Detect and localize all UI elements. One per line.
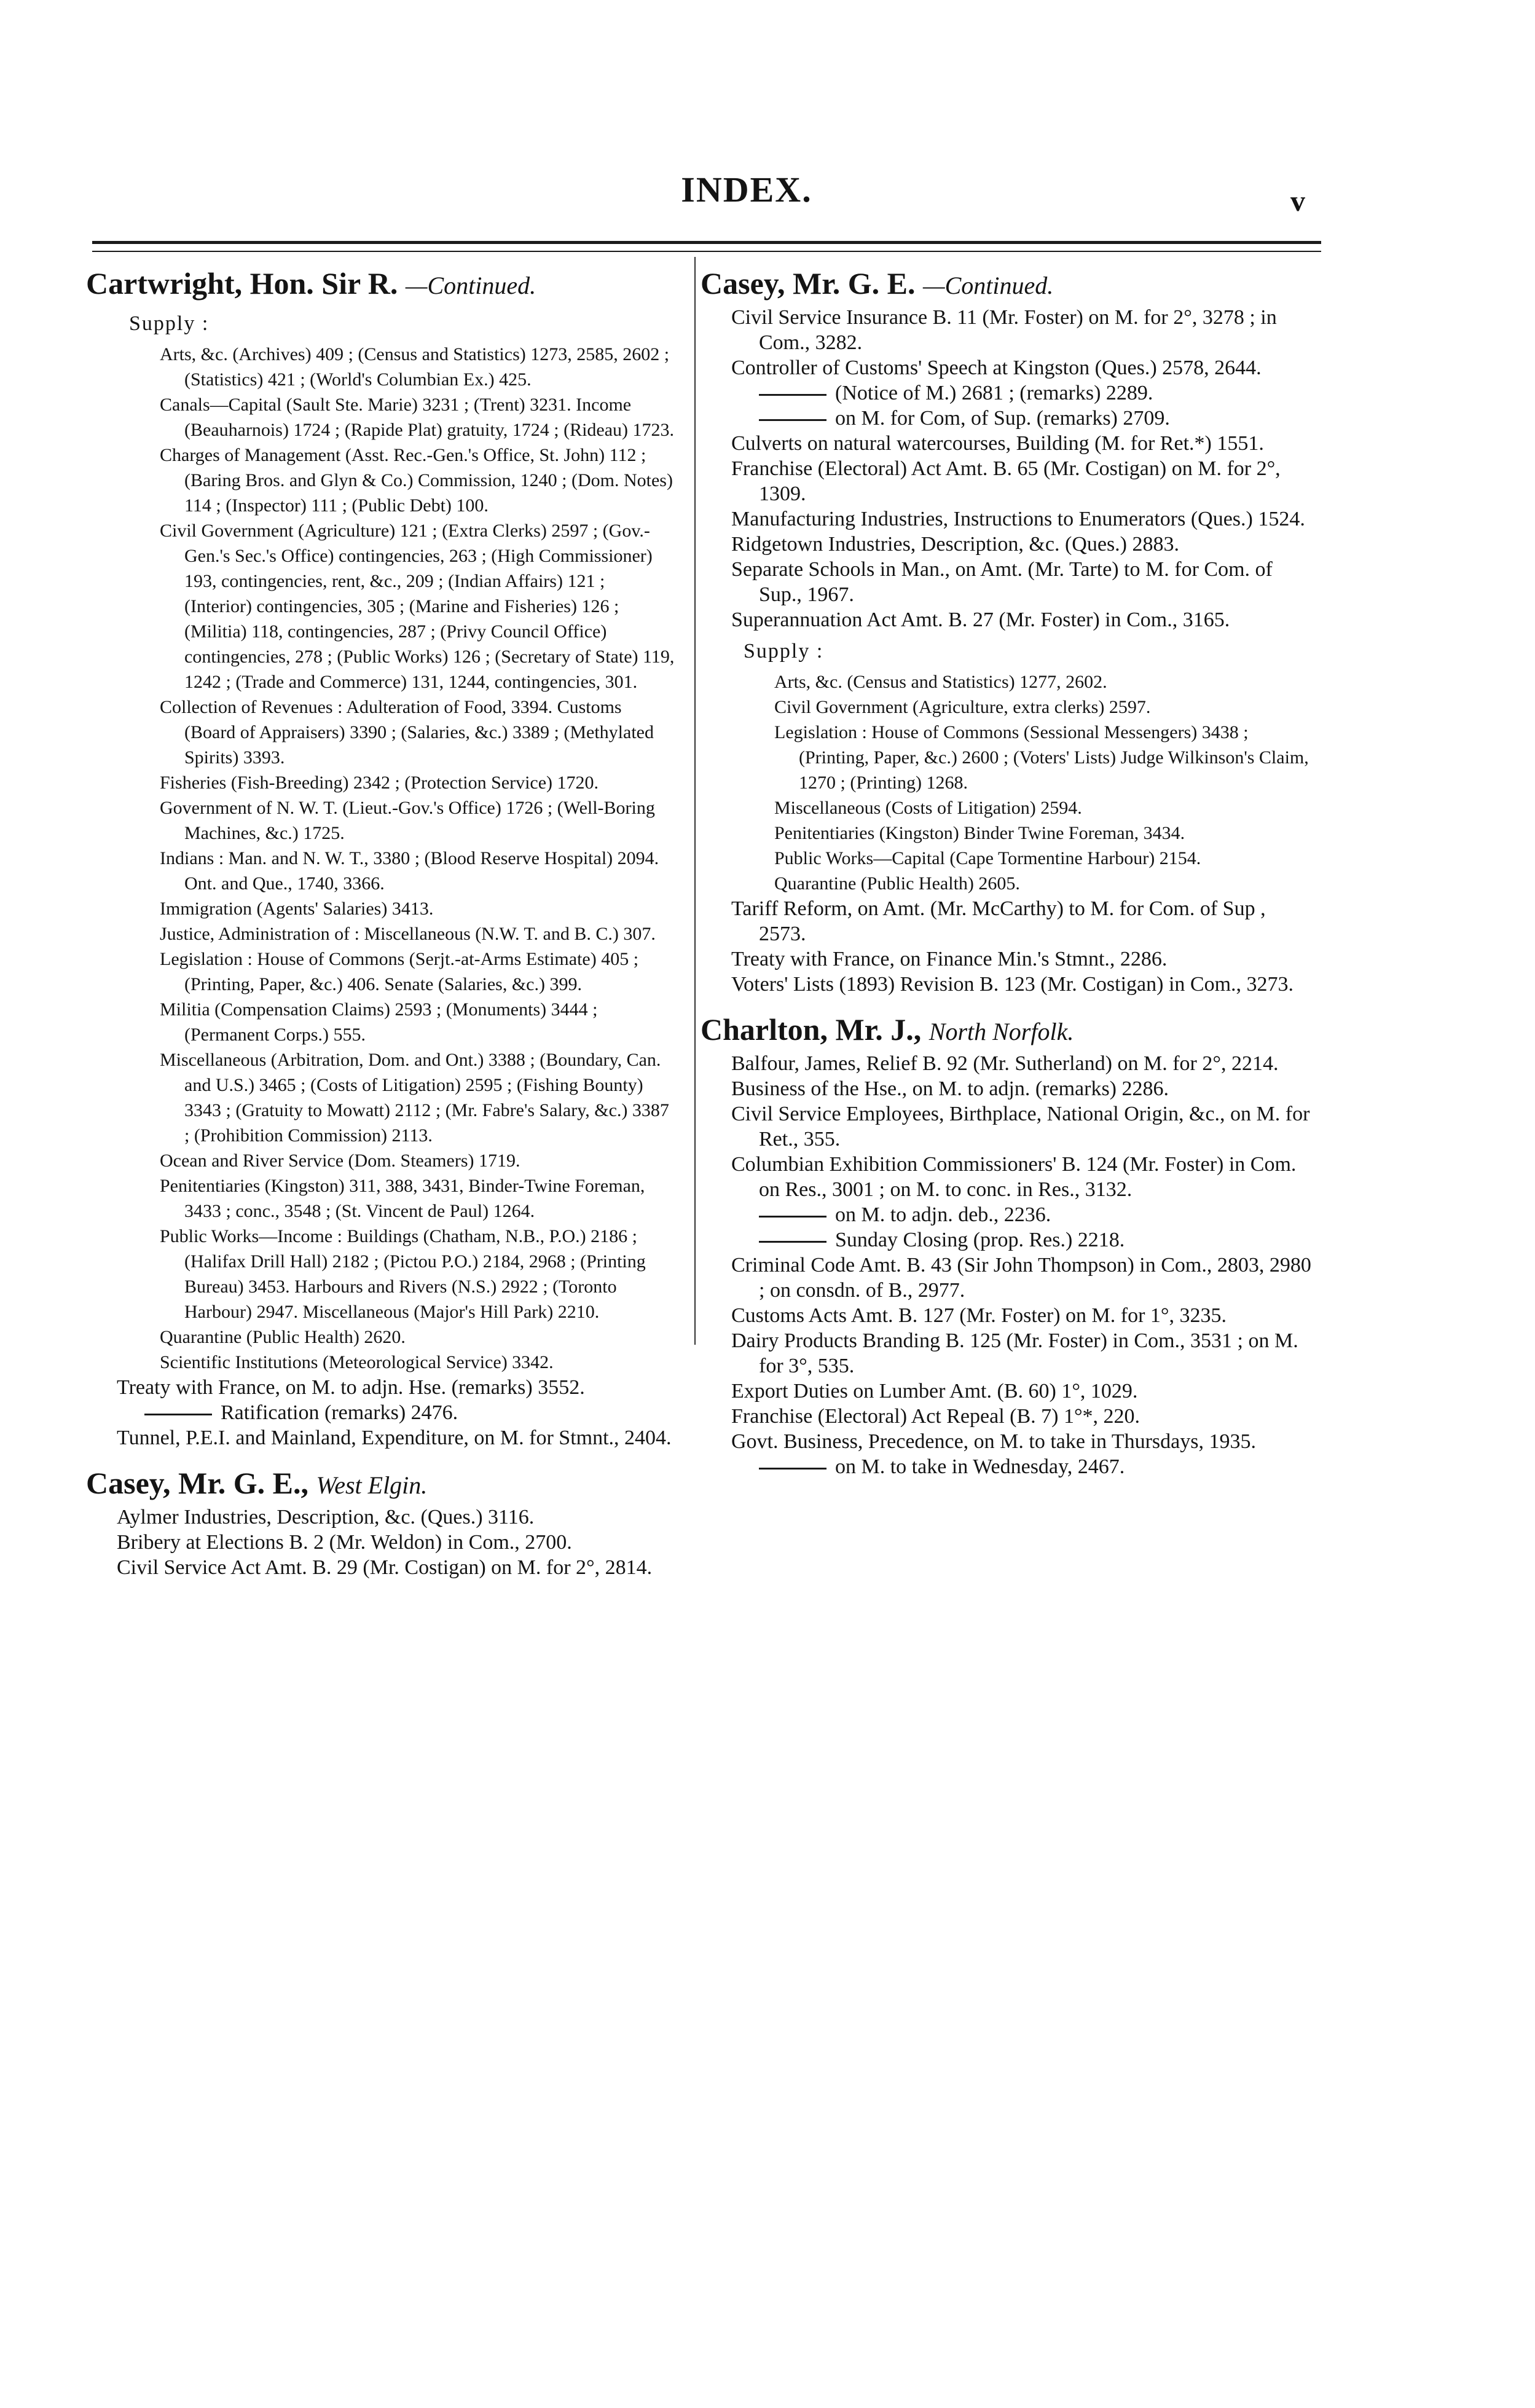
supply-item: Legislation : House of Commons (Serjt.-at-Arms Estimate) 405 ; (Printing, Paper, &c.) 406. Senate (Salaries, &c.) 399. [160,949,639,994]
index-entry: Civil Service Act Amt. B. 29 (Mr. Costigan) on M. for 2°, 2814. [117,1556,653,1579]
supply-subheading: Supply : [744,640,824,663]
index-continuation-entry [707,1454,1315,1479]
index-entry: Ridgetown Industries, Description, &c. (Ques.) 2883. [731,533,1179,556]
index-entry: Columbian Exhibition Commissioners' B. 124 (Mr. Foster) in Com. on Res., 3001 ; on M. to conc. in Res., 3132. [731,1153,1297,1201]
supply-subheading: Supply : [129,312,210,335]
index-entry: Tariff Reform, on Amt. (Mr. McCarthy) to M. for Com. of Sup , 2573. [731,897,1266,945]
index-entry: Franchise (Electoral) Act Amt. B. 65 (Mr. Costigan) on M. for 2°, 1309. [731,457,1281,505]
supply-item: Fisheries (Fish-Breeding) 2342 ; (Protection Service) 1720. [160,773,599,793]
index-entry: Civil Service Employees, Birthplace, National Origin, &c., on M. for Ret., 355. [731,1103,1310,1151]
index-entry: Bribery at Elections B. 2 (Mr. Weldon) in Com., 2700. [117,1531,572,1554]
member-heading [701,1010,1315,1051]
member-name: Cartwright, Hon. Sir R. [86,266,398,301]
index-entry: Superannuation Act Amt. B. 27 (Mr. Foster) in Com., 3165. [731,608,1230,631]
index-continuation-entry [707,406,1315,431]
index-continuation-entry [92,1400,676,1425]
supply-item: Collection of Revenues : Adulteration of Food, 3394. Customs (Board of Appraisers) 3390 ; (Salaries, &c.) 3389 ; (Methylated Spirits) 3393. [160,697,654,768]
index-entry: Culverts on natural watercourses, Building (M. for Ret.*) 1551. [731,432,1264,455]
entry-text: Ratification (remarks) 2476. [221,1401,458,1424]
member-heading [86,1464,676,1505]
index-entry: Customs Acts Amt. B. 127 (Mr. Foster) on M. for 1°, 3235. [731,1304,1227,1327]
supply-item: Miscellaneous (Costs of Litigation) 2594. [774,798,1082,818]
index-entry: Export Duties on Lumber Amt. (B. 60) 1°, 1029. [731,1380,1138,1403]
supply-item: Canals—Capital (Sault Ste. Marie) 3231 ; (Trent) 3231. Income (Beauharnois) 1724 ; (Rapide Plat) gratuity, 1724 ; (Rideau) 1723. [160,395,675,440]
index-entry: Dairy Products Branding B. 125 (Mr. Foster) in Com., 3531 ; on M. for 3°, 535. [731,1329,1298,1377]
supply-item: Penitentiaries (Kingston) 311, 388, 3431, Binder-Twine Foreman, 3433 ; conc., 3548 ; (St. Vincent de Paul) 1264. [160,1176,645,1221]
index-entry: Treaty with France, on M. to adjn. Hse. (remarks) 3552. [117,1376,585,1399]
supply-item: Indians : Man. and N. W. T., 3380 ; (Blood Reserve Hospital) 2094. Ont. and Que., 1740, 3366. [160,848,659,894]
ditto-dash [144,1414,212,1415]
entry-text: on M. to adjn. deb., 2236. [835,1203,1051,1226]
supply-item: Immigration (Agents' Salaries) 3413. [160,899,434,919]
supply-item: Quarantine (Public Health) 2605. [774,873,1020,894]
member-qualifier: West Elgin. [316,1471,428,1499]
index-entry: Balfour, James, Relief B. 92 (Mr. Sutherland) on M. for 2°, 2214. [731,1052,1279,1075]
supply-item: Arts, &c. (Census and Statistics) 1277, 2602. [774,672,1107,692]
supply-item: Justice, Administration of : Miscellaneous (N.W. T. and B. C.) 307. [160,924,656,944]
index-entry: Govt. Business, Precedence, on M. to take in Thursdays, 1935. [731,1430,1256,1453]
header-rule-thick [92,241,1321,244]
index-entry: Franchise (Electoral) Act Repeal (B. 7) 1°*, 220. [731,1405,1140,1428]
header-rule-thin [92,251,1321,252]
supply-item: Civil Government (Agriculture, extra clerks) 2597. [774,697,1151,717]
index-entry: Separate Schools in Man., on Amt. (Mr. Tarte) to M. for Com. of Sup., 1967. [731,558,1273,606]
index-entry: Voters' Lists (1893) Revision B. 123 (Mr. Costigan) in Com., 3273. [731,973,1294,996]
entry-text: on M. for Com, of Sup. (remarks) 2709. [835,407,1170,430]
supply-item: Arts, &c. (Archives) 409 ; (Census and Statistics) 1273, 2585, 2602 ; (Statistics) 421 ; (World's Columbian Ex.) 425. [160,344,670,390]
member-name: Casey, Mr. G. E., [86,1466,309,1500]
index-continuation-entry [707,380,1315,406]
member-qualifier: —Continued. [405,272,536,299]
entry-text: Sunday Closing (prop. Res.) 2218. [835,1229,1125,1251]
supply-item: Public Works—Capital (Cape Tormentine Harbour) 2154. [774,848,1201,868]
supply-item: Penitentiaries (Kingston) Binder Twine Foreman, 3434. [774,823,1185,843]
index-entry: Civil Service Insurance B. 11 (Mr. Foster) on M. for 2°, 3278 ; in Com., 3282. [731,306,1277,354]
ditto-dash [759,1241,826,1243]
index-entry: Treaty with France, on Finance Min.'s Stmnt., 2286. [731,948,1168,970]
supply-item: Ocean and River Service (Dom. Steamers) 1719. [160,1151,520,1171]
index-entry: Business of the Hse., on M. to adjn. (remarks) 2286. [731,1077,1169,1100]
supply-item: Scientific Institutions (Meteorological Service) 3342. [160,1352,554,1372]
index-entry: Manufacturing Industries, Instructions to Enumerators (Ques.) 1524. [731,508,1305,530]
supply-item: Public Works—Income : Buildings (Chatham, N.B., P.O.) 2186 ; (Halifax Drill Hall) 2182 ; (Pictou P.O.) 2184, 2968 ; (Printing Bureau) 3453. Harbours and Rivers (N.S.) 2922 ; (Toronto Harbour) 2947. Miscellaneous (Major's Hill Park) 2210. [160,1226,646,1322]
member-qualifier: North Norfolk. [928,1018,1074,1045]
page-header [0,0,1535,258]
supply-item: Charges of Management (Asst. Rec.-Gen.'s Office, St. John) 112 ; (Baring Bros. and Glyn & Co.) Commission, 1240 ; (Dom. Notes) 114 ; (Inspector) 111 ; (Public Debt) 100. [160,445,673,516]
supply-item: Militia (Compensation Claims) 2593 ; (Monuments) 3444 ; (Permanent Corps.) 555. [160,999,598,1045]
right-column [701,264,1315,1479]
member-heading [701,264,1315,305]
supply-item: Legislation : House of Commons (Sessional Messengers) 3438 ; (Printing, Paper, &c.) 2600 ; (Voters' Lists) Judge Wilkinson's Claim, 1270 ; (Printing) 1268. [774,722,1309,793]
section-gap [92,1450,676,1464]
member-name: Charlton, Mr. J., [701,1012,922,1047]
section-gap [707,997,1315,1010]
supply-item: Quarantine (Public Health) 2620. [160,1327,406,1347]
index-entry: Controller of Customs' Speech at Kingston (Ques.) 2578, 2644. [731,356,1262,379]
index-continuation-entry [707,1227,1315,1253]
page-number: v [1290,185,1305,218]
ditto-dash [759,394,826,396]
page-title: INDEX. [681,170,812,210]
member-name: Casey, Mr. G. E. [701,266,916,301]
index-entry: Tunnel, P.E.I. and Mainland, Expenditure, on M. for Stmnt., 2404. [117,1426,672,1449]
member-qualifier: —Continued. [923,272,1054,299]
member-heading [86,264,676,305]
index-continuation-entry [707,1202,1315,1227]
left-column [86,264,676,1580]
ditto-dash [759,1216,826,1218]
entry-text: (Notice of M.) 2681 ; (remarks) 2289. [835,382,1153,404]
column-divider [694,257,696,1345]
entry-text: on M. to take in Wednesday, 2467. [835,1455,1125,1478]
index-entry: Criminal Code Amt. B. 43 (Sir John Thompson) in Com., 2803, 2980 ; on consdn. of B., 2977. [731,1254,1311,1302]
supply-item: Government of N. W. T. (Lieut.-Gov.'s Office) 1726 ; (Well-Boring Machines, &c.) 1725. [160,798,655,843]
ditto-dash [759,419,826,421]
supply-item: Civil Government (Agriculture) 121 ; (Extra Clerks) 2597 ; (Gov.-Gen.'s Sec.'s Office) contingencies, 263 ; (High Commissioner) 193, contingencies, rent, &c., 209 ; (Indian Affairs) 121 ; (Interior) contingencies, 305 ; (Marine and Fisheries) 126 ; (Militia) 118, contingencies, 287 ; (Privy Council Office) contingencies, 278 ; (Public Works) 126 ; (Secretary of State) 119, 1242 ; (Trade and Commerce) 131, 1244, contingencies, 301. [160,521,675,692]
ditto-dash [759,1468,826,1470]
index-entry: Aylmer Industries, Description, &c. (Ques.) 3116. [117,1506,535,1529]
supply-item: Miscellaneous (Arbitration, Dom. and Ont.) 3388 ; (Boundary, Can. and U.S.) 3465 ; (Costs of Litigation) 2595 ; (Fishing Bounty) 3343 ; (Gratuity to Mowatt) 2112 ; (Mr. Fabre's Salary, &c.) 3387 ; (Prohibition Commission) 2113. [160,1050,669,1146]
